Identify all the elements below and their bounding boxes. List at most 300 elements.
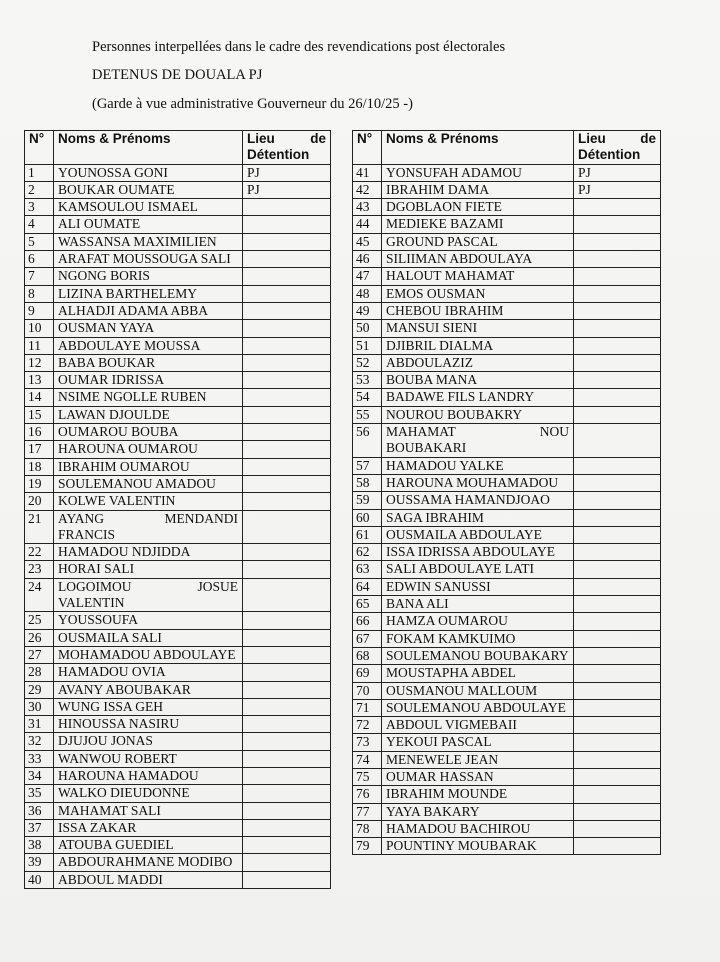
row-location — [243, 510, 331, 544]
row-name: DJIBRIL DIALMA — [382, 337, 574, 354]
row-name: HAMADOU BACHIROU — [382, 820, 574, 837]
row-number: 35 — [25, 785, 54, 802]
row-number: 12 — [25, 354, 54, 371]
row-name: HINOUSSA NASIRU — [54, 716, 243, 733]
table-row — [25, 458, 331, 475]
table-row — [353, 820, 661, 837]
row-location — [574, 199, 661, 216]
row-number: 15 — [25, 406, 54, 423]
row-name: MENEWELE JEAN — [382, 751, 574, 768]
table-row — [25, 819, 331, 836]
row-number: 54 — [353, 389, 382, 406]
column-header-location: Lieu de Détention — [574, 131, 661, 165]
row-location — [243, 216, 331, 233]
table-row — [25, 493, 331, 510]
table-row — [25, 561, 331, 578]
table-row — [25, 406, 331, 423]
row-number: 26 — [25, 629, 54, 646]
row-name: BOUBA MANA — [382, 372, 574, 389]
detainee-table-left — [24, 130, 331, 889]
row-location — [574, 544, 661, 561]
column-header-name: Noms & Prénoms — [54, 131, 243, 165]
row-location — [574, 699, 661, 716]
table-row — [25, 854, 331, 871]
row-number: 8 — [25, 285, 54, 302]
row-name: YAYA BAKARY — [382, 803, 574, 820]
table-row — [353, 647, 661, 664]
table-row — [25, 871, 331, 888]
row-name: WALKO DIEUDONNE — [54, 785, 243, 802]
table-row — [353, 786, 661, 803]
row-name: WANWOU ROBERT — [54, 750, 243, 767]
row-name: OUSSAMA HAMANDJOAO — [382, 492, 574, 509]
row-name: HAMADOU NDJIDDA — [54, 544, 243, 561]
row-number: 1 — [25, 164, 54, 181]
row-number: 62 — [353, 544, 382, 561]
row-number: 6 — [25, 251, 54, 268]
row-number: 25 — [25, 612, 54, 629]
row-name: LIZINA BARTHELEMY — [54, 285, 243, 302]
row-location — [243, 424, 331, 441]
row-name: WASSANSA MAXIMILIEN — [54, 233, 243, 250]
row-number: 38 — [25, 837, 54, 854]
row-location — [243, 475, 331, 492]
row-location: PJ — [243, 164, 331, 181]
table-row — [353, 216, 661, 233]
row-location — [243, 837, 331, 854]
row-location — [574, 630, 661, 647]
row-name: HALOUT MAHAMAT — [382, 268, 574, 285]
row-number: 23 — [25, 561, 54, 578]
row-name: OUMAR IDRISSA — [54, 372, 243, 389]
row-name: DGOBLAON FIETE — [382, 199, 574, 216]
row-location — [574, 578, 661, 595]
row-location — [574, 233, 661, 250]
row-location — [243, 458, 331, 475]
row-name: OUSMANOU MALLOUM — [382, 682, 574, 699]
row-name: MOHAMADOU ABDOULAYE — [54, 646, 243, 663]
row-location — [574, 216, 661, 233]
row-number: 53 — [353, 372, 382, 389]
row-location — [243, 406, 331, 423]
row-number: 4 — [25, 216, 54, 233]
row-number: 59 — [353, 492, 382, 509]
table-row — [25, 698, 331, 715]
table-row — [353, 544, 661, 561]
table-row — [353, 285, 661, 302]
row-name: HAMADOU YALKE — [382, 457, 574, 474]
row-location — [243, 544, 331, 561]
row-name: OUSMAILA SALI — [54, 629, 243, 646]
row-location — [243, 251, 331, 268]
row-number: 34 — [25, 767, 54, 784]
table-row — [353, 268, 661, 285]
row-name: AYANG MENDANDI FRANCIS — [54, 510, 243, 544]
row-location: PJ — [574, 181, 661, 198]
row-number: 43 — [353, 199, 382, 216]
row-name: SALI ABDOULAYE LATI — [382, 561, 574, 578]
row-name: BOUKAR OUMATE — [54, 181, 243, 198]
row-number: 74 — [353, 751, 382, 768]
row-number: 73 — [353, 734, 382, 751]
row-location — [243, 854, 331, 871]
table-header-row — [353, 131, 661, 165]
row-location — [243, 337, 331, 354]
table-row — [353, 389, 661, 406]
row-name: NOUROU BOUBAKRY — [382, 406, 574, 423]
table-row — [25, 441, 331, 458]
table-row — [353, 699, 661, 716]
row-number: 49 — [353, 302, 382, 319]
table-row — [25, 646, 331, 663]
row-number: 79 — [353, 838, 382, 855]
row-name: MAHAMAT NOU BOUBAKARI — [382, 424, 574, 458]
table-row — [25, 785, 331, 802]
row-name: HORAI SALI — [54, 561, 243, 578]
row-name: SOULEMANOU ABDOULAYE — [382, 699, 574, 716]
row-number: 21 — [25, 510, 54, 544]
row-name: HAROUNA OUMAROU — [54, 441, 243, 458]
row-name: ABDOURAHMANE MODIBO — [54, 854, 243, 871]
table-row — [353, 526, 661, 543]
table-row — [25, 233, 331, 250]
table-row — [353, 734, 661, 751]
row-number: 61 — [353, 526, 382, 543]
row-name: LAWAN DJOULDE — [54, 406, 243, 423]
row-name: ISSA IDRISSA ABDOULAYE — [382, 544, 574, 561]
table-row — [353, 751, 661, 768]
row-name: EDWIN SANUSSI — [382, 578, 574, 595]
row-name: KOLWE VALENTIN — [54, 493, 243, 510]
row-number: 46 — [353, 251, 382, 268]
row-name: ALI OUMATE — [54, 216, 243, 233]
row-location — [574, 337, 661, 354]
row-number: 45 — [353, 233, 382, 250]
table-row — [25, 424, 331, 441]
table-row — [353, 613, 661, 630]
row-name: WUNG ISSA GEH — [54, 698, 243, 715]
row-number: 22 — [25, 544, 54, 561]
row-name: EMOS OUSMAN — [382, 285, 574, 302]
table-row — [353, 181, 661, 198]
row-number: 30 — [25, 698, 54, 715]
table-row — [353, 509, 661, 526]
row-location — [243, 320, 331, 337]
table-row — [353, 578, 661, 595]
row-location — [574, 682, 661, 699]
table-row — [25, 544, 331, 561]
table-row — [353, 406, 661, 423]
row-location — [574, 561, 661, 578]
table-row — [25, 475, 331, 492]
row-name: SAGA IBRAHIM — [382, 509, 574, 526]
table-row — [25, 733, 331, 750]
row-number: 44 — [353, 216, 382, 233]
row-number: 51 — [353, 337, 382, 354]
row-name: HAROUNA MOUHAMADOU — [382, 474, 574, 491]
row-location — [243, 664, 331, 681]
row-number: 39 — [25, 854, 54, 871]
row-number: 7 — [25, 268, 54, 285]
row-number: 2 — [25, 181, 54, 198]
table-row — [25, 767, 331, 784]
header-title: Personnes interpellées dans le cadre des revendications post électorales — [92, 39, 506, 55]
table-row — [353, 372, 661, 389]
table-row — [25, 302, 331, 319]
row-location — [574, 509, 661, 526]
row-name: KAMSOULOU ISMAEL — [54, 199, 243, 216]
row-name: BABA BOUKAR — [54, 354, 243, 371]
table-row — [25, 389, 331, 406]
row-number: 5 — [25, 233, 54, 250]
table-row — [25, 354, 331, 371]
table-row — [25, 251, 331, 268]
table-row — [25, 216, 331, 233]
row-location — [243, 681, 331, 698]
table-row — [353, 717, 661, 734]
column-header-number: N° — [25, 131, 54, 165]
row-name: BADAWE FILS LANDRY — [382, 389, 574, 406]
table-row — [353, 768, 661, 785]
header-note: (Garde à vue administrative Gouverneur du 26/10/25 -) — [92, 96, 413, 112]
row-name: FOKAM KAMKUIMO — [382, 630, 574, 647]
row-location — [574, 665, 661, 682]
table-row — [25, 664, 331, 681]
row-number: 71 — [353, 699, 382, 716]
row-location — [243, 767, 331, 784]
row-location — [574, 457, 661, 474]
table-row — [353, 630, 661, 647]
row-location — [243, 629, 331, 646]
table-header-row — [25, 131, 331, 165]
row-number: 64 — [353, 578, 382, 595]
row-name: POUNTINY MOUBARAK — [382, 838, 574, 855]
row-name: ABDOULAYE MOUSSA — [54, 337, 243, 354]
row-location — [574, 717, 661, 734]
row-location — [574, 786, 661, 803]
row-location — [574, 372, 661, 389]
row-number: 67 — [353, 630, 382, 647]
row-name: DJUJOU JONAS — [54, 733, 243, 750]
row-number: 24 — [25, 578, 54, 612]
row-number: 47 — [353, 268, 382, 285]
row-location — [243, 716, 331, 733]
row-location — [574, 647, 661, 664]
row-number: 27 — [25, 646, 54, 663]
row-location — [243, 441, 331, 458]
row-number: 31 — [25, 716, 54, 733]
row-name: IBRAHIM MOUNDE — [382, 786, 574, 803]
row-name: BANA ALI — [382, 596, 574, 613]
row-name: ABDOUL VIGMEBAII — [382, 717, 574, 734]
row-location — [243, 750, 331, 767]
row-location — [574, 320, 661, 337]
row-number: 56 — [353, 424, 382, 458]
row-location — [574, 751, 661, 768]
detainee-table-right — [352, 130, 661, 855]
table-row — [25, 612, 331, 629]
row-location — [574, 406, 661, 423]
table-row — [353, 492, 661, 509]
row-location — [574, 526, 661, 543]
table-row — [353, 838, 661, 855]
row-location — [574, 768, 661, 785]
row-location — [243, 233, 331, 250]
row-location — [574, 424, 661, 458]
row-number: 78 — [353, 820, 382, 837]
row-name: YEKOUI PASCAL — [382, 734, 574, 751]
row-location — [243, 802, 331, 819]
row-location — [243, 612, 331, 629]
row-name: IBRAHIM DAMA — [382, 181, 574, 198]
table-row — [25, 285, 331, 302]
row-number: 36 — [25, 802, 54, 819]
row-number: 58 — [353, 474, 382, 491]
table-row — [25, 510, 331, 544]
row-name: NGONG BORIS — [54, 268, 243, 285]
row-location — [243, 389, 331, 406]
row-name: HAMADOU OVIA — [54, 664, 243, 681]
row-location — [243, 646, 331, 663]
table-row — [353, 424, 661, 458]
row-number: 19 — [25, 475, 54, 492]
row-number: 18 — [25, 458, 54, 475]
table-row — [25, 837, 331, 854]
row-number: 33 — [25, 750, 54, 767]
table-row — [353, 474, 661, 491]
row-number: 76 — [353, 786, 382, 803]
row-number: 10 — [25, 320, 54, 337]
row-location — [243, 354, 331, 371]
row-name: IBRAHIM OUMAROU — [54, 458, 243, 475]
row-number: 20 — [25, 493, 54, 510]
table-row — [25, 164, 331, 181]
table-row — [25, 750, 331, 767]
row-number: 17 — [25, 441, 54, 458]
table-row — [353, 803, 661, 820]
table-row — [25, 802, 331, 819]
row-name: YOUSSOUFA — [54, 612, 243, 629]
row-location — [243, 578, 331, 612]
row-number: 75 — [353, 768, 382, 785]
row-location — [243, 268, 331, 285]
row-number: 57 — [353, 457, 382, 474]
row-number: 37 — [25, 819, 54, 836]
row-location — [243, 733, 331, 750]
row-number: 68 — [353, 647, 382, 664]
row-location — [574, 492, 661, 509]
row-name: MOUSTAPHA ABDEL — [382, 665, 574, 682]
row-location: PJ — [243, 181, 331, 198]
row-location — [574, 474, 661, 491]
row-number: 70 — [353, 682, 382, 699]
row-name: OUSMAILA ABDOULAYE — [382, 526, 574, 543]
table-row — [353, 561, 661, 578]
row-name: LOGOIMOU JOSUE VALENTIN — [54, 578, 243, 612]
row-location — [574, 734, 661, 751]
row-name: ISSA ZAKAR — [54, 819, 243, 836]
column-header-name: Noms & Prénoms — [382, 131, 574, 165]
column-header-location: Lieu de Détention — [243, 131, 331, 165]
row-location — [243, 493, 331, 510]
row-number: 11 — [25, 337, 54, 354]
table-row — [25, 372, 331, 389]
row-name: MANSUI SIENI — [382, 320, 574, 337]
table-row — [25, 716, 331, 733]
table-row — [353, 320, 661, 337]
row-name: SOULEMANOU AMADOU — [54, 475, 243, 492]
row-location — [574, 803, 661, 820]
row-location — [243, 819, 331, 836]
header-subtitle: DETENUS DE DOUALA PJ — [92, 67, 263, 83]
row-name: GROUND PASCAL — [382, 233, 574, 250]
row-number: 42 — [353, 181, 382, 198]
row-name: OUMAROU BOUBA — [54, 424, 243, 441]
row-number: 72 — [353, 717, 382, 734]
row-name: HAROUNA HAMADOU — [54, 767, 243, 784]
row-name: YONSUFAH ADAMOU — [382, 164, 574, 181]
row-name: ATOUBA GUEDIEL — [54, 837, 243, 854]
table-row — [353, 164, 661, 181]
table-row — [25, 629, 331, 646]
row-name: CHEBOU IBRAHIM — [382, 302, 574, 319]
row-location — [243, 302, 331, 319]
row-location — [574, 613, 661, 630]
row-number: 50 — [353, 320, 382, 337]
row-number: 60 — [353, 509, 382, 526]
row-name: SILIIMAN ABDOULAYA — [382, 251, 574, 268]
table-row — [353, 337, 661, 354]
row-location — [243, 785, 331, 802]
row-location — [243, 561, 331, 578]
row-number: 55 — [353, 406, 382, 423]
row-number: 9 — [25, 302, 54, 319]
table-row — [25, 320, 331, 337]
table-row — [353, 665, 661, 682]
row-name: ARAFAT MOUSSOUGA SALI — [54, 251, 243, 268]
row-location — [574, 838, 661, 855]
row-location: PJ — [574, 164, 661, 181]
row-name: YOUNOSSA GONI — [54, 164, 243, 181]
row-number: 41 — [353, 164, 382, 181]
table-row — [25, 268, 331, 285]
row-location — [574, 389, 661, 406]
row-number: 32 — [25, 733, 54, 750]
row-number: 40 — [25, 871, 54, 888]
row-name: AVANY ABOUBAKAR — [54, 681, 243, 698]
table-row — [353, 354, 661, 371]
row-name: ABDOULAZIZ — [382, 354, 574, 371]
column-header-number: N° — [353, 131, 382, 165]
row-number: 65 — [353, 596, 382, 613]
table-row — [353, 457, 661, 474]
row-name: HAMZA OUMAROU — [382, 613, 574, 630]
row-number: 28 — [25, 664, 54, 681]
row-number: 3 — [25, 199, 54, 216]
row-number: 66 — [353, 613, 382, 630]
table-row — [353, 251, 661, 268]
row-location — [574, 285, 661, 302]
table-row — [25, 578, 331, 612]
row-location — [243, 199, 331, 216]
row-location — [574, 268, 661, 285]
table-row — [353, 199, 661, 216]
row-name: OUMAR HASSAN — [382, 768, 574, 785]
row-number: 14 — [25, 389, 54, 406]
row-name: MAHAMAT SALI — [54, 802, 243, 819]
row-number: 13 — [25, 372, 54, 389]
table-row — [353, 302, 661, 319]
